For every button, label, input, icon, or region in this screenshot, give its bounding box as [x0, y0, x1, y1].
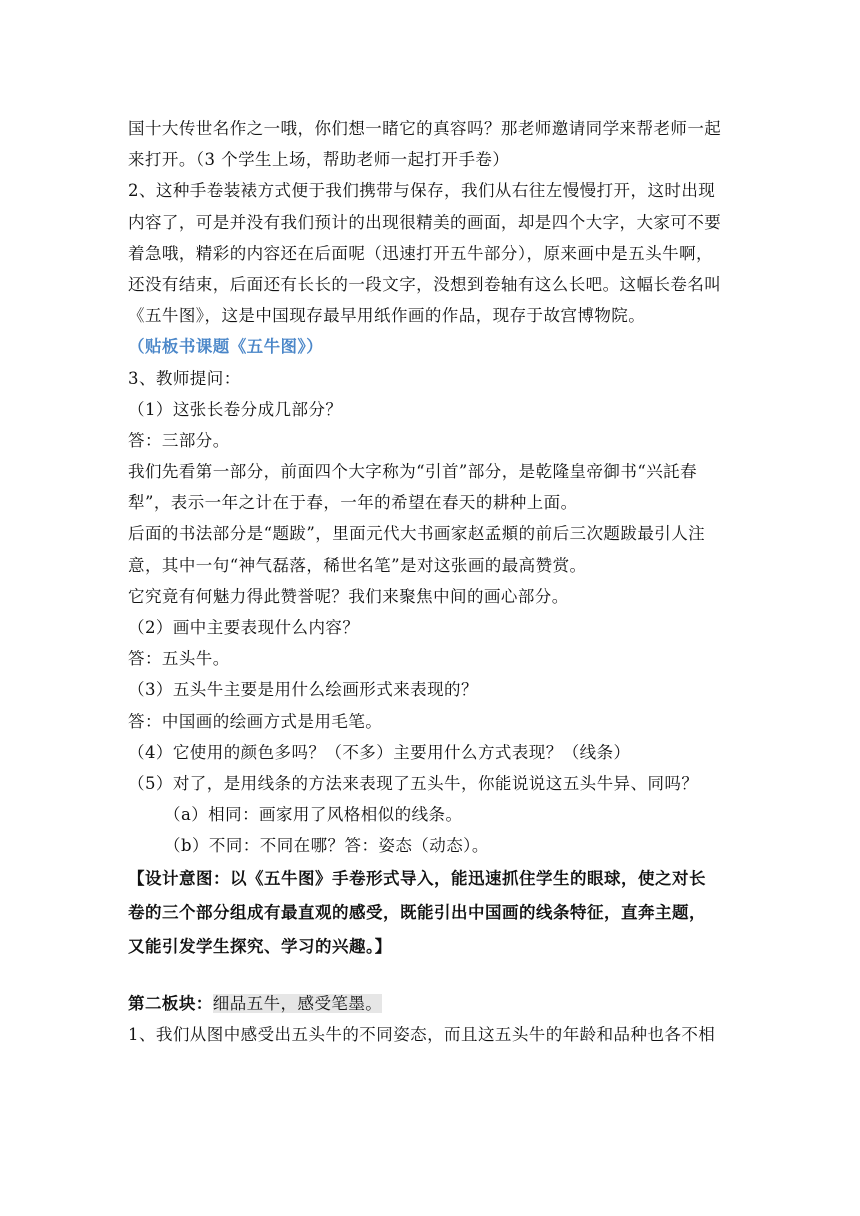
paragraph-line: 还没有结束，后面还有长长的一段文字，没想到卷轴有这么长吧。这幅长卷名叫: [128, 274, 722, 294]
document-page: [128, 113, 738, 1050]
question-line: （5）对了，是用线条的方法来表现了五头牛，你能说说这五头牛异、同吗？: [128, 773, 699, 793]
paragraph-line: 内容了，可是并没有我们预计的出现很精美的画面，却是四个大字，大家可不要: [128, 212, 722, 232]
design-intent-line: 卷的三个部分组成有最直观的感受，既能引出中国画的线条特征，直奔主题，: [128, 902, 706, 922]
paragraph-line: 《五牛图》，这是中国现存最早用纸作画的作品，现存于故宫博物院。: [128, 306, 646, 326]
question-line: （2）画中主要表现什么内容？: [128, 618, 360, 637]
answer-line: 答：五头牛。: [128, 649, 230, 669]
sub-answer-line: （a）相同：画家用了风格相似的线条。: [164, 805, 463, 825]
question-line: （3）五头牛主要是用什么绘画形式来表现的？: [128, 680, 478, 700]
paragraph-line: 它究竟有何魅力得此赞誉呢？我们来聚焦中间的画心部分。: [128, 586, 569, 606]
paragraph-line: 犁”，表示一年之计在于春，一年的希望在春天的耕种上面。: [128, 493, 578, 513]
question-heading: 3、教师提问：: [128, 368, 241, 388]
question-line: （4）它使用的颜色多吗？（不多）主要用什么方式表现？（线条）: [128, 742, 631, 762]
blackboard-note: （贴板书课题《五牛图》）: [128, 337, 324, 357]
section-heading: [128, 988, 738, 1019]
section-title: 细品五牛，感受笔墨。: [212, 993, 383, 1013]
paragraph-line: 意，其中一句“神气磊落，稀世名笔”是对这张画的最高赞赏。: [128, 555, 587, 575]
paragraph-line: 国十大传世名作之一哦，你们想一睹它的真容吗？那老师邀请同学来帮老师一起: [128, 119, 722, 138]
paragraph-line: 1、我们从图中感受出五头牛的不同姿态，而且这五头牛的年龄和品种也各不相: [128, 1024, 716, 1044]
design-intent-line: 【设计意图：以《五牛图》手卷形式导入，能迅速抓住学生的眼球，使之对长: [128, 868, 706, 888]
sub-answer-line: （b）不同：不同在哪？答：姿态（动态）。: [164, 836, 489, 856]
paragraph-line: 我们先看第一部分，前面四个大字称为“引首”部分，是乾隆皇帝御书“兴託春: [128, 462, 698, 482]
spacer: [128, 964, 738, 988]
answer-line: 答：三部分。: [128, 430, 230, 450]
paragraph-line: 后面的书法部分是“题跋”，里面元代大书画家赵孟頫的前后三次题跋最引人注: [128, 524, 706, 544]
section-label: 第二板块：: [128, 993, 213, 1013]
answer-line: 答：中国画的绘画方式是用毛笔。: [128, 711, 383, 731]
question-line: （1）这张长卷分成几部分？: [128, 399, 343, 419]
paragraph-line: 着急哦，精彩的内容还在后面呢（迅速打开五牛部分），原来画中是五头牛啊，: [128, 243, 713, 263]
design-intent-line: 又能引发学生探究、学习的兴趣。】: [128, 936, 392, 956]
paragraph-line: 来打开。（3 个学生上场，帮助老师一起打开手卷）: [128, 150, 510, 170]
paragraph-line: 2、这种手卷装裱方式便于我们携带与保存，我们从右往左慢慢打开，这时出现: [128, 181, 716, 201]
